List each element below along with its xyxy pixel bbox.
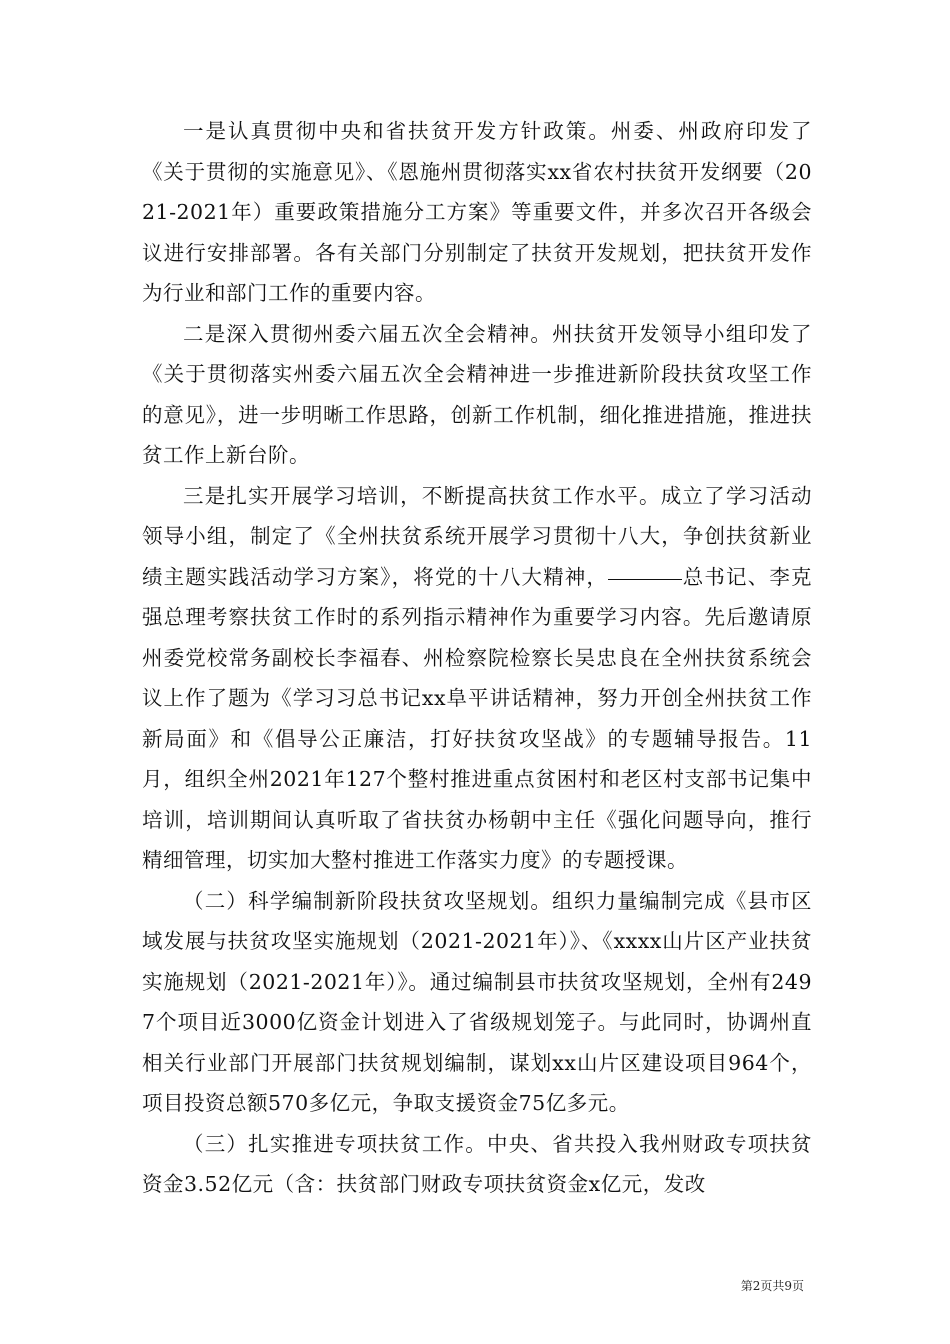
document-body bbox=[142, 111, 812, 1205]
paragraph-2: 二是深入贯彻州委六届五次全会精神。州扶贫开发领导小组印发了《关于贯彻落实州委六届五次全会精神进一步推进新阶段扶贫攻坚工作的意见》，进一步明晰工作思路，创新工作机制，细化推进措施，推进扶贫工作上新台阶。 bbox=[142, 321, 812, 467]
paragraph-5: （三）扎实推进专项扶贫工作。中央、省共投入我州财政专项扶贫资金3.52亿元（含：扶贫部门财政专项扶贫资金x亿元，发改 bbox=[142, 1131, 812, 1196]
page-number-footer: 第2页共9页 bbox=[740, 1279, 804, 1293]
paragraph-3-part-1: 三是扎实开展学习培训，不断提高扶贫工作水平。成立了学习活动领导小组，制定了《全州扶贫系统开展学习贯彻十八大，争创扶贫新业绩主题实践活动学习方案》，将党的十八大精神， bbox=[142, 483, 812, 589]
paragraph-4: （二）科学编制新阶段扶贫攻坚规划。组织力量编制完成《县市区域发展与扶贫攻坚实施规划（2021-2021年）》、《xxxx山片区产业扶贫实施规划（2021-2021年）》。通过编制县市扶贫攻坚规划，全州有2497个项目近3000亿资金计划进入了省级规划笼子。与此同时，协调州直相关行业部门开展部门扶贫规划编制，谋划xx山片区建设项目964个，项目投资总额570多亿元，争取支援资金75亿多元。 bbox=[142, 888, 812, 1115]
paragraph-3 bbox=[142, 476, 812, 881]
fill-in-blank bbox=[608, 578, 682, 580]
paragraph-1: 一是认真贯彻中央和省扶贫开发方针政策。州委、州政府印发了《关于贯彻的实施意见》、《恩施州贯彻落实xx省农村扶贫开发纲要（2021-2021年）重要政策措施分工方案》等重要文件，并多次召开各级会议进行安排部署。各有关部门分别制定了扶贫开发规划，把扶贫开发作为行业和部门工作的重要内容。 bbox=[142, 119, 812, 305]
paragraph-3-part-2: 总书记、李克强总理考察扶贫工作时的系列指示精神作为重要学习内容。先后邀请原州委党校常务副校长李福春、州检察院检察长吴忠良在全州扶贫系统会议上作了题为《学习习总书记xx阜平讲话精神，努力开创全州扶贫工作新局面》和《倡导公正廉洁，打好扶贫攻坚战》的专题辅导报告。11月，组织全州2021年127个整村推进重点贫困村和老区村支部书记集中培训，培训期间认真听取了省扶贫办杨朝中主任《强化问题导向，推行精细管理，切实加大整村推进工作落实力度》的专题授课。 bbox=[142, 564, 813, 872]
